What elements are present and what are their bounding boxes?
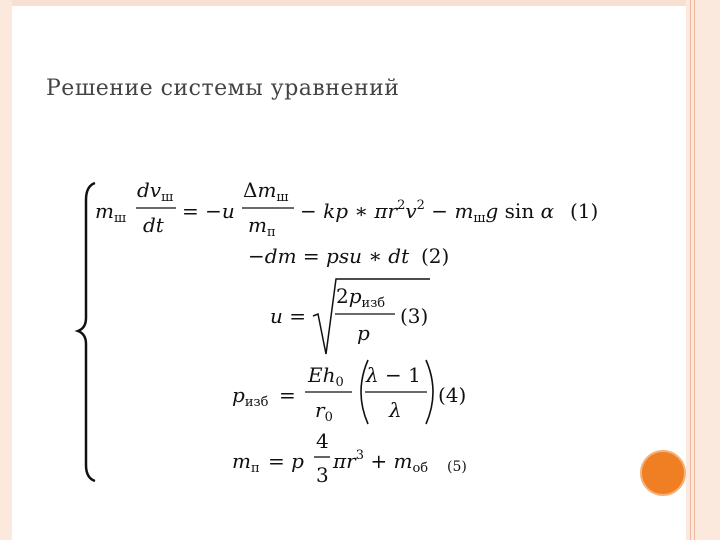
svg-text:3: 3 — [316, 463, 329, 487]
equation-1 — [95, 178, 598, 240]
svg-text:λ: λ — [389, 398, 402, 422]
svg-text:λ − 1: λ − 1 — [366, 363, 421, 387]
svg-text:mш: $m_ш$ — [95, 199, 127, 226]
svg-text:2pизб: $2p_{изб}$ — [336, 284, 386, 311]
svg-text:πr3 + mоб: $\pi r^3 + m_{об}$ — [333, 448, 429, 476]
svg-text:− kp ∗ πr2v2 − mшg sin α: − kp ∗ $\pi r^2v^2 - m_шg$ sin α — [300, 198, 555, 226]
svg-text:−dm = psu ∗ dt: −dm = psu ∗ dt — [248, 244, 410, 268]
svg-text:dvш: $dv_ш$ — [137, 178, 174, 205]
system-brace — [78, 183, 95, 481]
equation-2-number: (2) — [421, 244, 450, 268]
svg-text:mп: $m_п$ — [232, 449, 260, 476]
slide-title-text: Решение системы уравнений — [46, 76, 400, 101]
svg-text:p: p — [357, 321, 370, 345]
svg-text:=: = — [279, 383, 296, 407]
svg-text:pизб: $p_{изб}$ — [232, 383, 269, 410]
svg-text:= −u: = −u — [182, 199, 235, 223]
svg-text:dt: dt — [143, 213, 164, 237]
equation-3 — [270, 279, 430, 354]
svg-text:u =: u = — [270, 304, 307, 328]
equation-2 — [248, 244, 449, 268]
equation-1-number: (1) — [570, 199, 599, 223]
svg-text:r0: $r_0$ — [315, 398, 333, 425]
svg-text:mп: $m_п$ — [248, 213, 276, 240]
svg-text:4: 4 — [316, 429, 329, 453]
equation-4-number: (4) — [438, 383, 467, 407]
svg-text:Eh0: $Eh_0$ — [308, 363, 344, 390]
svg-text:= p: = p — [268, 449, 304, 473]
orange-circle-decoration — [640, 450, 686, 496]
equation-4 — [232, 360, 466, 425]
svg-text:Δmш: $\Delta m_ш$ — [243, 178, 289, 205]
equation-3-number: (3) — [400, 304, 429, 328]
equation-5 — [232, 429, 467, 487]
equation-5-number: (5) — [447, 459, 467, 475]
